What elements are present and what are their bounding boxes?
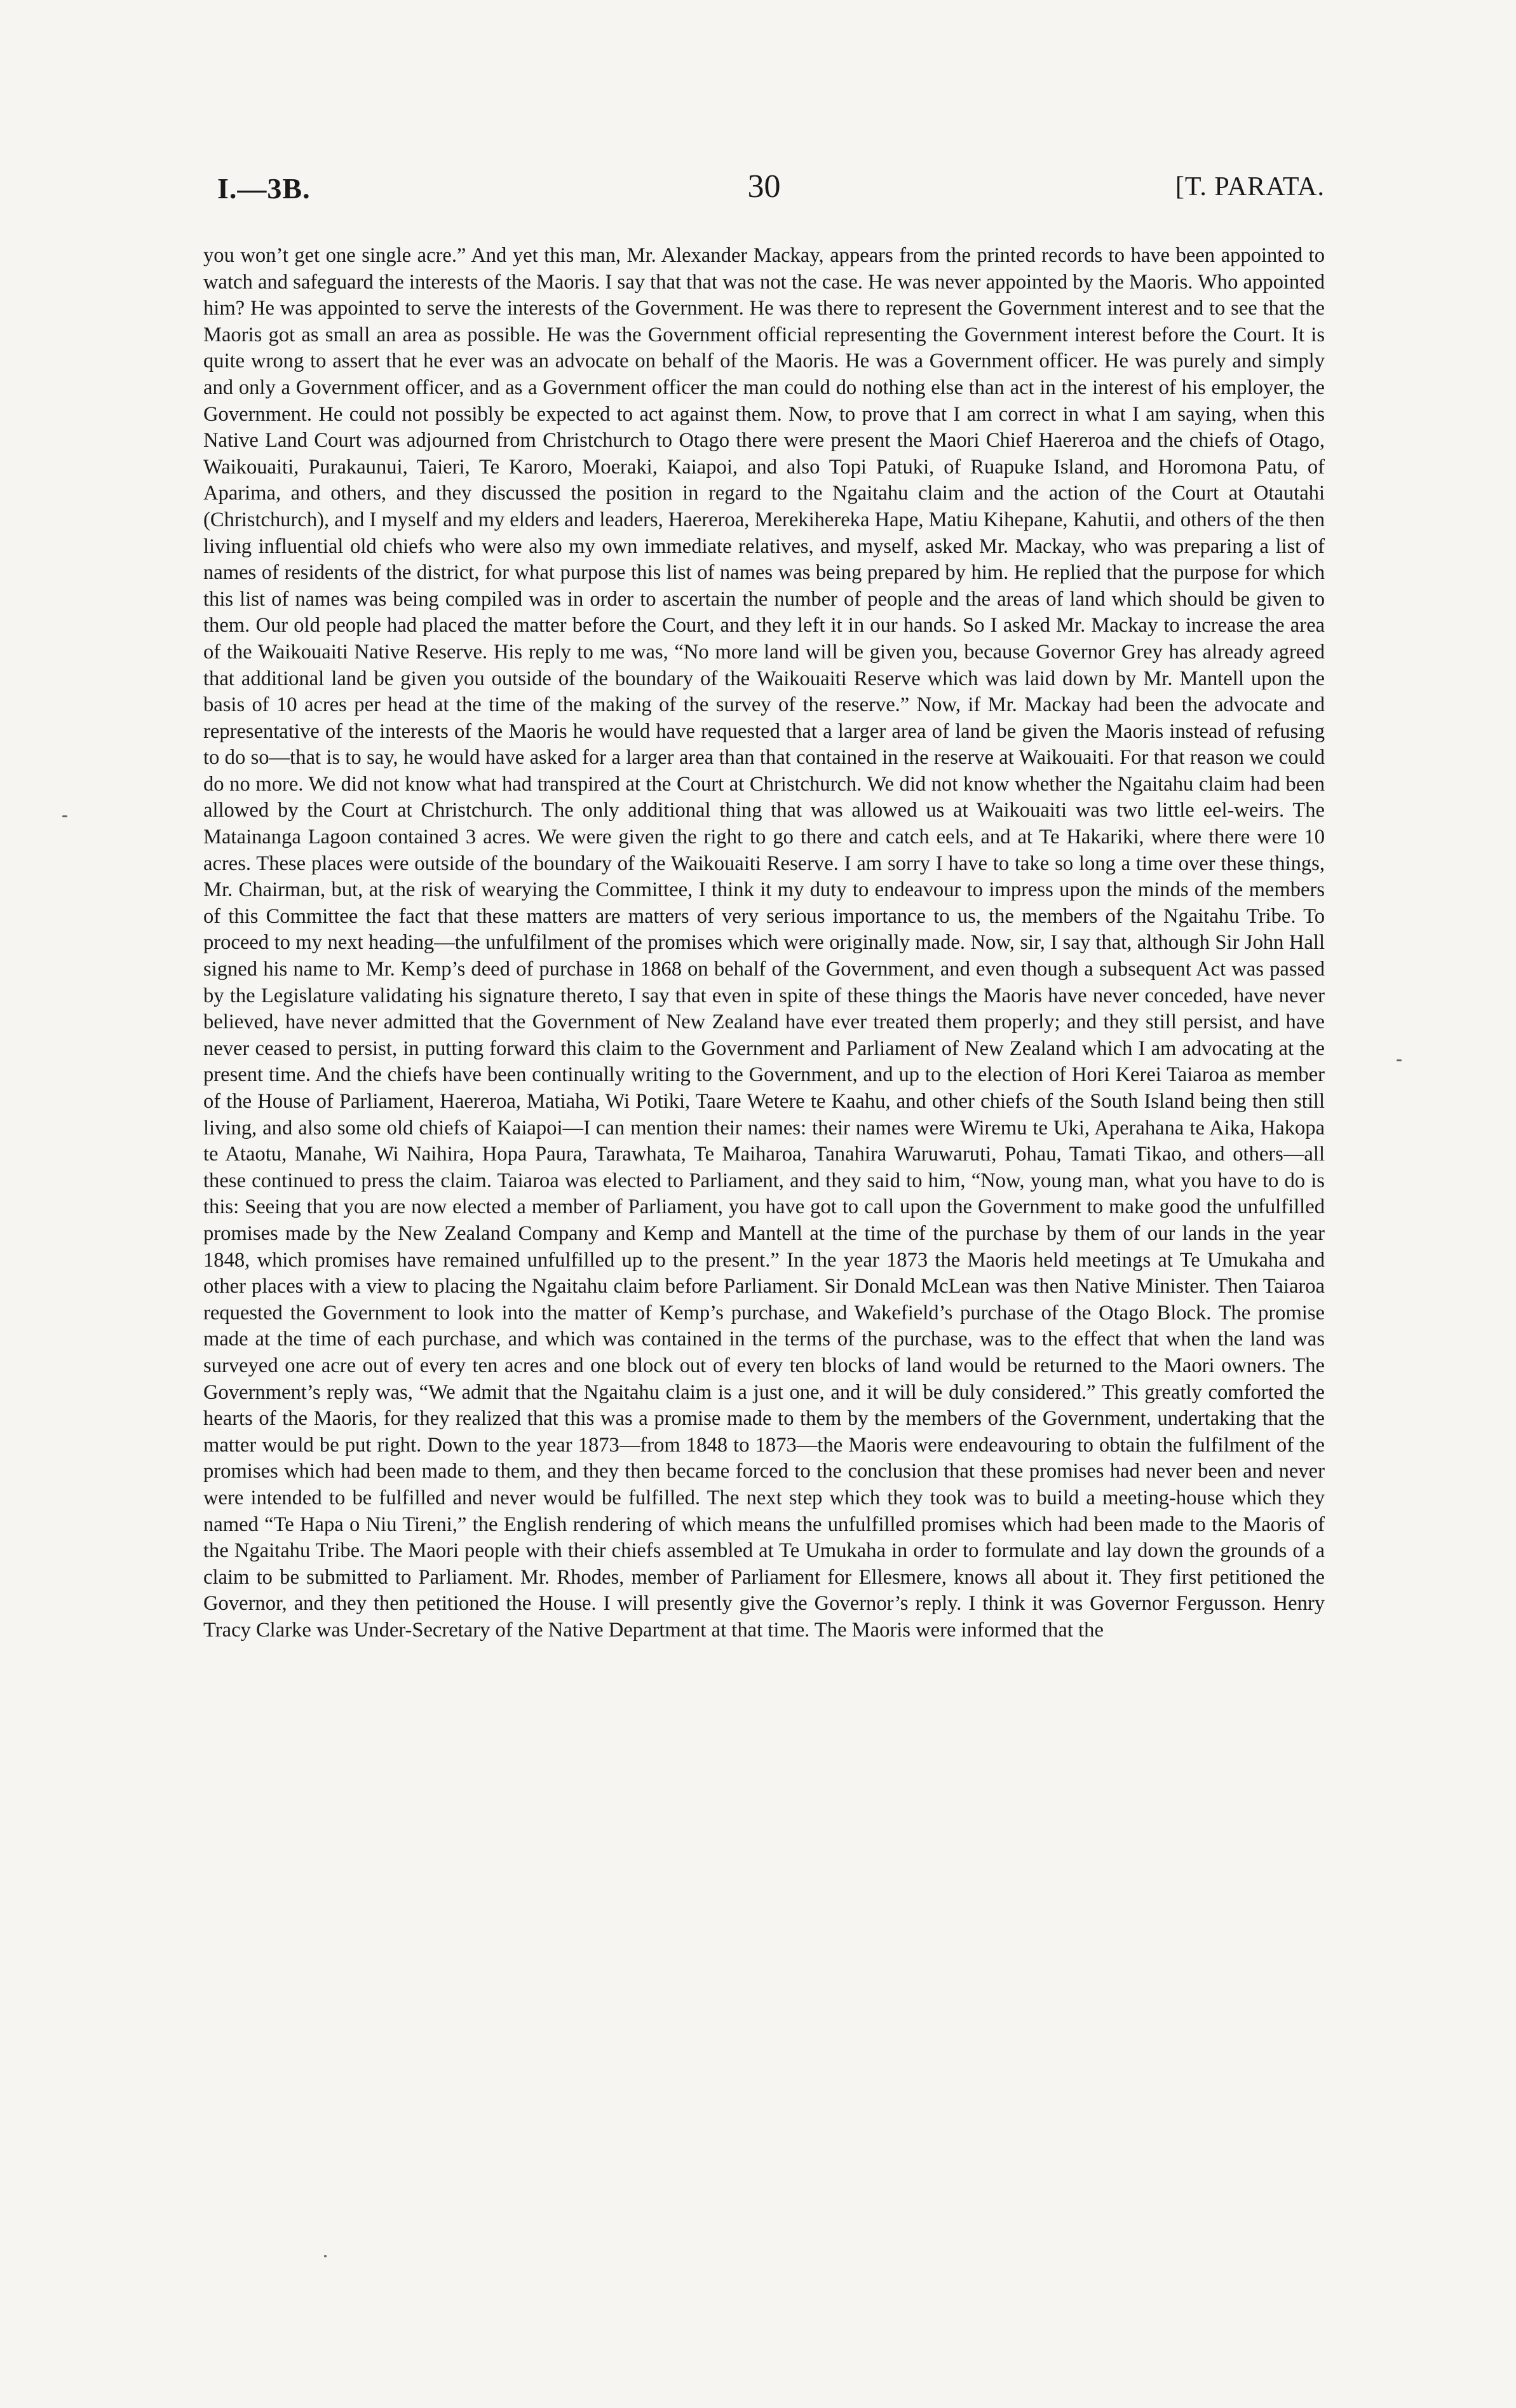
paper-reference: I.—3B. [217,172,311,205]
paragraph: you won’t get one single acre.” And yet this man, Mr. Alexander Mackay, appears from the printed records to have been appointed to watch and safeguard the interests of the Maoris. I say that that was not the case. He was never appointed by the Maoris. Who appointed him? He was appointed to serve the interests of the Government. He was there to represent the Government interest and to see that the Maoris got as small an area as possible. He was the Government official representing the Government interest before the Court. It is quite wrong to assert that he ever was an advocate on behalf of the Maoris. He was a Government officer. He was purely and simply and only a Government officer, and as a Government officer the man could do nothing else than act in the interest of his employer, the Government. He could not possibly be expected to act against them. Now, to prove that I am correct in what I am saying, when this Native Land Court was adjourned from Christchurch to Otago there were present the Maori Chief Haereroa and the chiefs of Otago, Waikouaiti, Purakaunui, Taieri, Te Karoro, Moeraki, Kaiapoi, and also Topi Patuki, of Ruapuke Island, and Horomona Patu, of Aparima, and others, and they discussed the position in regard to the Ngaitahu claim and the action of the Court at Otautahi (Christchurch), and I myself and my elders and leaders, Haereroa, Merekihereka Hape, Matiu Kihepane, Kahutii, and others of the then living influential old chiefs who were also my own immediate relatives, and myself, asked Mr. Mackay, who was preparing a list of names of residents of the district, for what purpose this list of names was being prepared by him. He replied that the purpose for which this list of names was being compiled was in order to ascertain the number of people and the areas of land which should be given to them. Our old people had placed the matter before the Court, and they left it in our hands. So I asked Mr. Mackay to increase the area of the Waikouaiti Native Reserve. His reply to me was, “No more land will be given you, because Governor Grey has already agreed that additional land be given you outside of the boundary of the Waikouaiti Reserve which was laid down by Mr. Mantell upon the basis of 10 acres per head at the time of the making of the survey of the reserve.” Now, if Mr. Mackay had been the advocate and representative of the interests of the Maoris he would have requested that a larger area of land be given the Maoris instead of refusing to do so—that is to say, he would have asked for a larger area than that contained in the reserve at Waikouaiti. For that reason we could do no more. We did not know what had transpired at the Court at Christchurch. We did not know whether the Ngaitahu claim had been allowed by the Court at Christchurch. The only additional thing that was allowed us at Waikouaiti was two little eel-weirs. The Matainanga Lagoon contained 3 acres. We were given the right to go there and catch eels, and at Te Hakariki, where there were 10 acres. These places were outside of the boundary of the Waikouaiti Reserve. I am sorry I have to take so long a time over these things, Mr. Chairman, but, at the risk of wearying the Committee, I think it my duty to endeavour to impress upon the minds of the members of this Committee the fact that these matters are matters of very serious importance to us, the members of the Ngaitahu Tribe. To proceed to my next heading—the unfulfilment of the promises which were originally made. Now, sir, I say that, although Sir John Hall signed his name to Mr. Kemp’s deed of purchase in 1868 on behalf of the Government, and even though a subsequent Act was passed by the Legislature validating his signature thereto, I say that even in spite of these things the Maoris have never conceded, have never believed, have never admitted that the Government of New Zealand have ever treated them properly; and they still persist, and have never ceased to persist, in putting forward this claim to the Government and Parliament of New Zealand which I am advocating at the present time. And the chiefs have been continually writing to the Government, and up to the election of Hori Kerei Taiaroa as member of the House of Parliament, Haereroa, Matiaha, Wi Potiki, Taare Wetere te Kaahu, and other chiefs of the South Island being then still living, and also some old chiefs of Kaiapoi—I can mention their names: their names were Wiremu te Uki, Aperahana te Aika, Hakopa te Ataotu, Manahe, Wi Naihira, Hopa Paura, Tarawhata, Te Maiharoa, Tanahira Waruwaruti, Pohau, Tamati Tikao, and others—all these continued to press the claim. Taiaroa was elected to Parliament, and they said to him, “Now, young man, what you have to do is this: Seeing that you are now elected a member of Parliament, you have got to call upon the Government to make good the unfulfilled promises made by the New Zealand Company and Kemp and Mantell at the time of the purchase by them of our lands in the year 1848, which promises have remained unfulfilled up to the present.” In the year 1873 the Maoris held meetings at Te Umukaha and other places with a view to placing the Ngaitahu claim before Parliament. Sir Donald McLean was then Native Minister. Then Taiaroa requested the Government to look into the matter of Kemp’s purchase, and Wakefield’s purchase of the Otago Block. The promise made at the time of each purchase, and which was contained in the terms of the purchase, was to the effect that when the land was surveyed one acre out of every ten acres and one block out of every ten blocks of land would be returned to the Maori owners. The Government’s reply was, “We admit that the Ngaitahu claim is a just one, and it will be duly considered.” This greatly comforted the hearts of the Maoris, for they realized that this was a promise made to them by the members of the Government, undertaking that the matter would be put right. Down to the year 1873—from 1848 to 1873—the Maoris were endeavouring to obtain the fulfilment of the promises which had been made to them, and they then became forced to the conclusion that these promises had never been and never were intended to be fulfilled and never would be fulfilled. The next step which they took was to build a meeting-house which they named “Te Hapa o Niu Tireni,” the English rendering of which means the unfulfilled promises which had been made to the Maoris of the Ngaitahu Tribe. The Maori people with their chiefs assembled at Te Umukaha in order to formulate and lay down the grounds of a claim to be submitted to Parliament. Mr. Rhodes, member of Parliament for Ellesmere, knows all about it. They first petitioned the Governor, and they then petitioned the House. I will presently give the Governor’s reply. I think it was Governor Fergusson. Henry Tracy Clarke was Under-Secretary of the Native Department at that time. The Maoris were informed that the [203,244,1325,1642]
body-text [203,243,1325,1643]
running-head [203,168,1325,210]
document-page [203,168,1325,1643]
scan-mark [324,2255,327,2257]
scan-mark [1397,1059,1402,1061]
speaker-name: [T. PARATA. [1175,172,1325,201]
scan-mark [62,815,67,817]
page-number: 30 [747,168,781,205]
